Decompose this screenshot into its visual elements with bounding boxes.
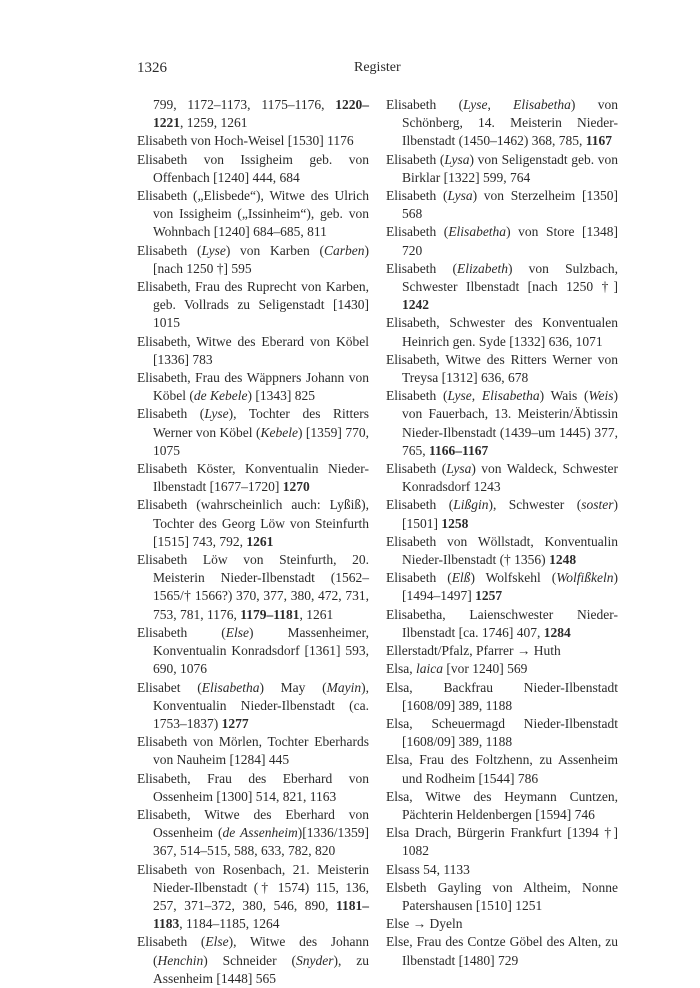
italic-variant: Carben	[324, 242, 365, 258]
entry-text: Elisabeth (	[137, 242, 202, 258]
italic-variant: Else	[225, 624, 249, 640]
italic-variant: Kebele	[260, 424, 298, 440]
entry-text: Else, Frau des Contze Göbel des Alten, zu Ilbenstadt [1480] 729	[386, 934, 618, 968]
italic-variant: Lyse	[201, 242, 226, 258]
index-entry	[137, 278, 369, 333]
index-entry	[137, 96, 369, 132]
entry-text: Elsa Drach, Bürgerin Frankfurt [1394 †] 1082	[386, 825, 618, 859]
entry-text: Elisabeth (	[137, 624, 226, 640]
entry-text: , 1261	[299, 606, 334, 622]
bold-page-ref: 1257	[475, 588, 503, 604]
index-entry	[137, 770, 369, 806]
entry-text: Elisabeth Löw von Steinfurth, 20. Meisterin Nieder-Ilbenstadt (1562–1565/† 1566?) 370, 377, 380, 472, 731, 753, 781, 1176,	[137, 552, 369, 622]
index-entry	[386, 861, 618, 879]
entry-text: ) von Fauerbach, 13. Meisterin/Äbtissin Nieder-Ilbenstadt (1439–um 1445) 377, 765,	[402, 388, 618, 458]
entry-text: Elisabeth von Rosenbach, 21. Meisterin Nieder-Ilbenstadt († 1574) 115, 136, 257, 371–372, 380, 546, 890,	[137, 861, 369, 913]
entry-text: ) von Karben (	[225, 242, 324, 258]
entry-text: Elsa, Backfrau Nieder-Ilbenstadt [1608/09] 389, 1188	[386, 679, 618, 713]
entry-text: Elisabeth (	[137, 406, 205, 422]
entry-text: Elisabeth (	[386, 388, 448, 404]
italic-variant: soster	[581, 497, 614, 513]
index-entry	[386, 460, 618, 496]
entry-text: ) von Seligenstadt geb. von Birklar [1322] 599, 764	[402, 151, 619, 185]
entry-text: Elsbeth Gayling von Altheim, Nonne Patershausen [1510] 1251	[386, 879, 618, 913]
italic-variant: Lyse	[204, 406, 229, 422]
index-entry	[386, 751, 618, 787]
entry-text: Elisabeth („Elisbede“), Witwe des Ulrich von Issigheim („Issinheim“), geb. von Wohnbach [1240] 684–685, 811	[137, 188, 369, 240]
entry-text: , 1259, 1261	[180, 115, 248, 131]
italic-variant: Elisabetha	[513, 97, 571, 112]
entry-text: 799, 1172–1173, 1175–1176,	[153, 97, 336, 112]
index-entry	[386, 533, 618, 569]
index-entry	[386, 933, 618, 969]
entry-text: Elisabeth (	[386, 461, 447, 477]
entry-text: ), zu Assenheim [1448] 565	[153, 952, 369, 986]
entry-text: Elisabeth (	[137, 934, 206, 950]
entry-text: , 1184–1185, 1264	[179, 916, 280, 932]
italic-variant: Henchin	[157, 952, 204, 968]
italic-variant: Elizabeth	[456, 260, 508, 276]
entry-text: Elsa, Witwe des Heymann Cuntzen, Pächterin Heldenbergen [1594] 746	[386, 788, 618, 822]
italic-variant: Lysa	[447, 188, 473, 204]
index-column-left	[137, 96, 369, 988]
index-entry	[386, 223, 618, 259]
entry-text: ), Schwester (	[488, 497, 582, 513]
index-entry	[386, 679, 618, 715]
entry-text: ) [1494–1497]	[402, 570, 618, 604]
entry-text: ) [1501]	[402, 497, 619, 531]
entry-text: ) von Sterzelheim [1350] 568	[402, 188, 618, 222]
index-entry	[386, 151, 618, 187]
index-entry	[137, 933, 369, 988]
bold-page-ref: 1261	[246, 533, 274, 549]
entry-text: Elsa,	[386, 661, 416, 677]
entry-text: Else → Dyeln	[386, 916, 463, 932]
entry-text: ,	[471, 388, 482, 404]
index-entry	[386, 606, 618, 642]
italic-variant: Mayin	[326, 679, 362, 695]
entry-text: Elsa, Frau des Foltzhenn, zu Assenheim und Rodheim [1544] 786	[386, 752, 618, 786]
entry-text: Elisabeth Köster, Konventualin Nieder-Ilbenstadt [1677–1720]	[137, 461, 369, 495]
entry-text: ) von Waldeck, Schwester Konradsdorf 1243	[402, 461, 619, 495]
entry-text: Elsa, Scheuermagd Nieder-Ilbenstadt [1608/09] 389, 1188	[386, 715, 618, 750]
entry-text: Elisabet (	[137, 679, 202, 695]
italic-variant: Else	[205, 934, 229, 950]
bold-page-ref: 1220–1221	[153, 97, 369, 131]
index-entry	[137, 806, 369, 861]
entry-text: Elisabeth (wahrscheinlich auch: Lyßiß), Tochter des Georg Löw von Steinfurth [1515] 743, 792,	[137, 497, 369, 549]
index-entry	[137, 333, 369, 369]
index-entry	[386, 96, 618, 151]
entry-text: ), Tochter des Ritters Werner von Köbel (	[153, 406, 370, 440]
entry-text: ), Witwe des Johann (	[153, 934, 370, 968]
entry-text: Elisabetha, Laienschwester Nieder-Ilbenstadt [ca. 1746] 407,	[386, 606, 618, 640]
index-entry	[137, 496, 369, 551]
entry-text: Elisabeth (	[386, 570, 452, 586]
entry-text: Elisabeth von Hoch-Weisel [1530] 1176	[137, 133, 354, 149]
bold-page-ref: 1277	[221, 715, 249, 731]
index-entry	[137, 624, 369, 679]
entry-text: Ellerstadt/Pfalz, Pfarrer → Huth	[386, 643, 561, 659]
index-entry	[137, 551, 369, 624]
index-entry	[137, 733, 369, 769]
entry-text: Elisabeth, Witwe des Ritters Werner von Treysa [1312] 636, 678	[386, 351, 618, 386]
index-entry	[137, 187, 369, 242]
index-entry	[386, 824, 618, 860]
page-number: 1326	[137, 60, 167, 76]
bold-page-ref: 1258	[441, 515, 469, 531]
index-entry	[386, 879, 618, 915]
bold-page-ref: 1179–1181	[240, 606, 300, 622]
index-entry	[386, 260, 618, 315]
entry-text: Elisabeth von Issigheim geb. von Offenbach [1240] 444, 684	[137, 151, 369, 185]
entry-text: ) [nach 1250 †] 595	[153, 242, 369, 276]
index-entry	[386, 660, 618, 678]
bold-page-ref: 1284	[543, 624, 571, 640]
italic-variant: Wolfißkeln	[556, 570, 614, 586]
index-entry	[386, 788, 618, 824]
bold-page-ref: 1242	[402, 297, 429, 313]
entry-text: ) von Sulzbach, Schwester Ilbenstadt [nach 1250 †]	[402, 260, 618, 295]
entry-text: ) Massenheimer, Konventualin Konradsdorf [1361] 593, 690, 1076	[153, 624, 370, 677]
italic-variant: Elß	[451, 570, 471, 586]
italic-variant: Lyse	[463, 97, 488, 112]
bold-page-ref: 1270	[282, 479, 310, 495]
entry-text: Elisabeth, Witwe des Eberhard von Ossenheim (	[137, 806, 369, 841]
entry-text: ), Konventualin Nieder-Ilbenstadt (ca. 1753–1837)	[153, 679, 369, 731]
entry-text: ) von Schönberg, 14. Meisterin Nieder-Ilbenstadt (1450–1462) 368, 785,	[402, 97, 619, 149]
entry-text: Elsass 54, 1133	[386, 861, 470, 877]
entry-text: Elisabeth, Frau des Wäppners Johann von Köbel (	[137, 370, 369, 404]
entry-text: Elisabeth, Witwe des Eberard von Köbel [1336] 783	[137, 333, 369, 367]
index-entry	[386, 351, 618, 387]
entry-text: Elisabeth (	[386, 188, 448, 204]
italic-variant: Lyse	[447, 388, 472, 404]
italic-variant: laica	[416, 661, 443, 677]
entry-text: [vor 1240] 569	[443, 661, 528, 677]
index-entry	[386, 187, 618, 223]
running-title: Register	[354, 60, 401, 75]
entry-text: Elisabeth, Frau des Eberhard von Ossenheim [1300] 514, 821, 1163	[137, 770, 369, 804]
italic-variant: Elisabetha	[448, 224, 507, 240]
entry-text: Elisabeth von Mörlen, Tochter Eberhards von Nauheim [1284] 445	[137, 734, 369, 768]
index-entry	[137, 369, 369, 405]
entry-text: ) [1343] 825	[247, 388, 315, 404]
entry-text: ,	[487, 97, 514, 112]
entry-text: ) von Store [1348] 720	[402, 224, 619, 258]
entry-text: )[1336/1359] 367, 514–515, 588, 633, 782, 820	[153, 825, 369, 859]
italic-variant: Lysa	[446, 461, 472, 477]
entry-text: Elisabeth, Schwester des Konventualen Heinrich gen. Syde [1332] 636, 1071	[386, 315, 618, 349]
index-entry	[386, 314, 618, 350]
entry-text: Elisabeth (	[386, 97, 464, 112]
entry-text: Elisabeth (	[386, 497, 454, 513]
index-column-right	[386, 96, 618, 970]
index-entry	[386, 715, 618, 751]
index-entry	[137, 679, 369, 734]
italic-variant: Lysa	[444, 151, 470, 167]
index-entry	[137, 405, 369, 460]
bold-page-ref: 1248	[549, 552, 577, 568]
entry-text: Elisabeth von Wöllstadt, Konventualin Nieder-Ilbenstadt († 1356)	[386, 533, 618, 568]
italic-variant: Elisabetha	[481, 388, 540, 404]
italic-variant: Weis	[588, 388, 614, 404]
index-entry	[137, 242, 369, 278]
bold-page-ref: 1181–1183	[153, 897, 369, 932]
italic-variant: Lißgin	[453, 497, 489, 513]
entry-text: Elisabeth (	[386, 151, 445, 167]
entry-text: ) [1359] 770, 1075	[153, 424, 369, 458]
index-entry	[386, 915, 618, 933]
entry-text: Elisabeth (	[386, 224, 449, 240]
entry-text: ) Wais (	[539, 388, 589, 404]
index-entry	[386, 496, 618, 532]
index-entry	[137, 151, 369, 187]
entry-text: Elisabeth, Frau des Ruprecht von Karben, geb. Vollrads zu Seligenstadt [1430] 1015	[137, 279, 369, 331]
entry-text: ) May (	[259, 679, 327, 695]
index-entry	[386, 569, 618, 605]
italic-variant: Snyder	[295, 952, 334, 968]
index-entry	[386, 387, 618, 460]
bold-page-ref: 1167	[585, 133, 612, 149]
italic-variant: Elisabetha	[201, 679, 260, 695]
bold-page-ref: 1166–1167	[429, 442, 489, 458]
index-entry	[137, 460, 369, 496]
italic-variant: de Assenheim	[222, 825, 298, 841]
entry-text: ) Wolfskehl (	[470, 570, 557, 586]
index-entry	[137, 132, 369, 150]
italic-variant: de Kebele	[193, 388, 248, 404]
index-entry	[386, 642, 618, 660]
entry-text: ) Schneider (	[203, 952, 296, 968]
index-entry	[137, 861, 369, 934]
entry-text: Elisabeth (	[386, 260, 457, 276]
